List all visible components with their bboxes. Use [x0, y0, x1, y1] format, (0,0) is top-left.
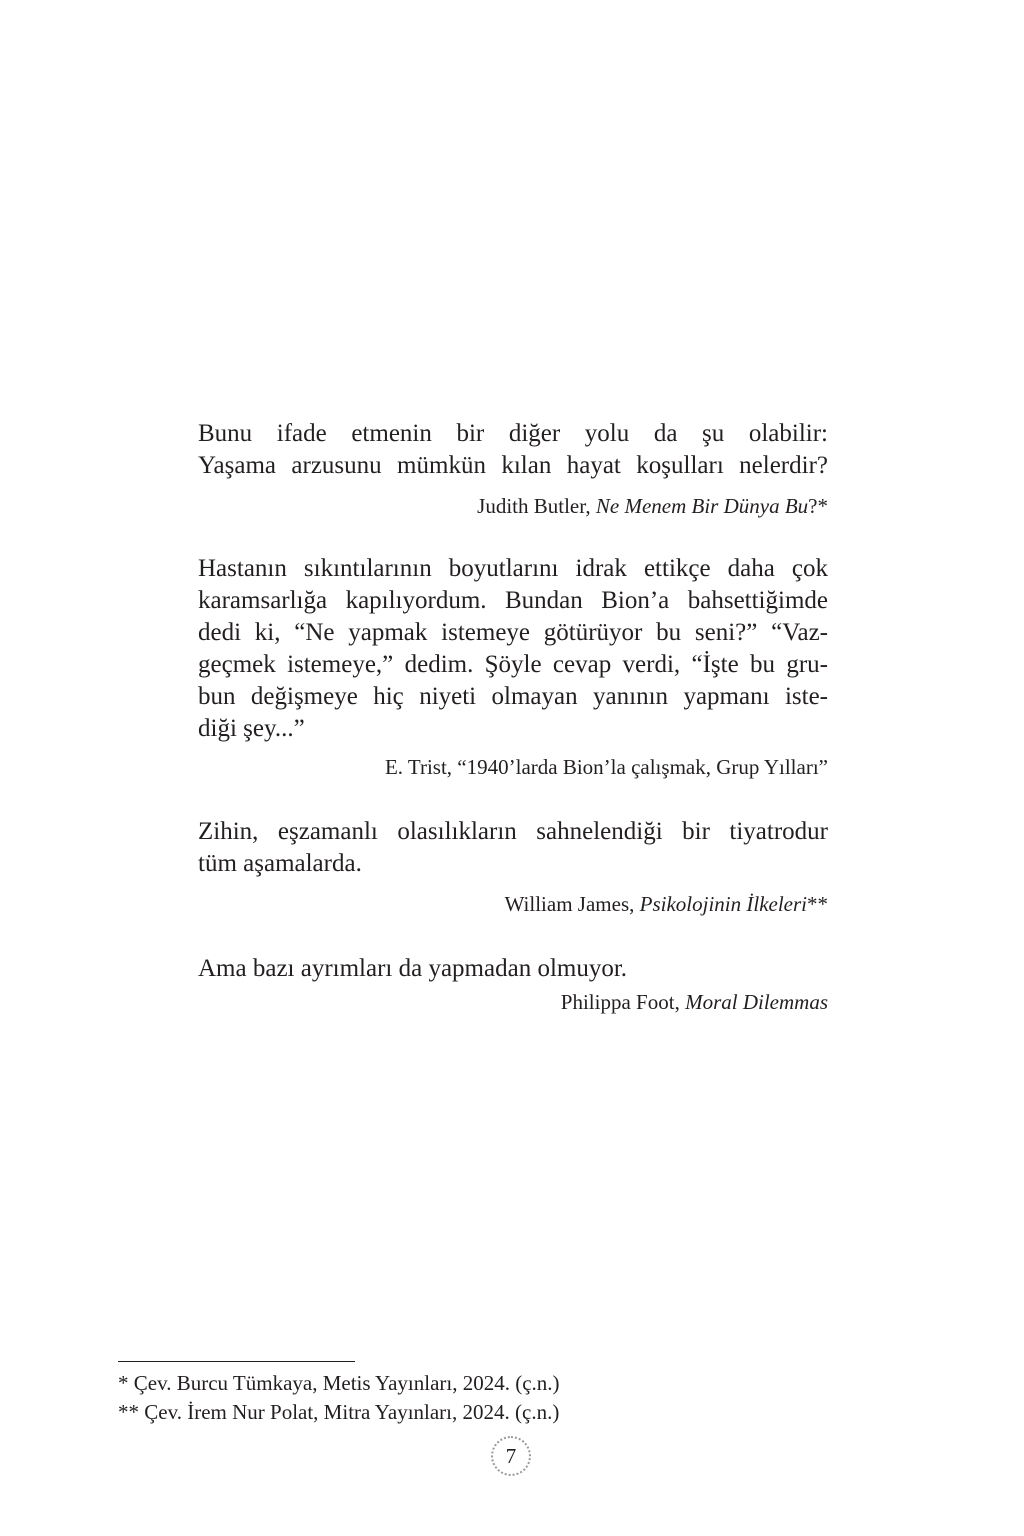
attribution: E. Trist, “1940’larda Bion’la çalışmak, Grup Yılları” [384, 755, 828, 779]
footnote-item: * Çev. Burcu Tümkaya, Metis Yayınları, 2024. (ç.n.) [118, 1371, 560, 1395]
page-number: 7 [491, 1436, 531, 1476]
footnotes [118, 1369, 560, 1427]
epigraph-foot [198, 953, 828, 1016]
quote-line: diği şey...” [198, 715, 305, 742]
attribution [198, 988, 828, 1016]
quote-line: bun değişmeye hiç niyeti olmayan yanının yapmanı iste- [198, 683, 828, 710]
quote-line: Zihin, eşzamanlı olasılıkların sahnelendiği bir tiyatrodur [198, 818, 828, 845]
attribution-work-title: Moral Dilemmas [685, 990, 828, 1014]
quote-line: dedi ki, “Ne yapmak istemeye götürüyor bu seni?” “Vaz- [198, 619, 828, 646]
attribution-author: Judith Butler, [477, 494, 596, 518]
quote-line: Yaşama arzusunu mümkün kılan hayat koşulları nelerdir? [198, 452, 828, 479]
footnote-item: ** Çev. İrem Nur Polat, Mitra Yayınları, 2024. (ç.n.) [118, 1400, 560, 1424]
quote-line: tüm aşamalarda. [198, 850, 362, 877]
epigraph-trist [198, 553, 828, 781]
attribution-author: William James, [504, 892, 640, 916]
quote-line: Bunu ifade etmenin bir diğer yolu da şu olabilir: [198, 420, 828, 447]
quote-line: Ama bazı ayrımları da yapmadan olmuyor. [198, 955, 628, 982]
quote-line: Hastanın sıkıntılarının boyutlarını idrak ettikçe daha çok [198, 555, 828, 582]
attribution-work-title: Ne Menem Bir Dünya Bu [595, 494, 809, 518]
epigraph-butler [198, 418, 828, 520]
quote-line: geçmek istemeye,” dedim. Şöyle cevap verdi, “İşte bu gru- [198, 651, 828, 678]
attribution [198, 492, 828, 520]
footnote-marker: ** [807, 892, 828, 916]
footnote-divider [118, 1361, 355, 1362]
quote-line: karamsarlığa kapılıyordum. Bundan Bion’a bahsettiğimde [198, 587, 828, 614]
attribution-author: Philippa Foot, [560, 990, 686, 1014]
epigraph-james [198, 816, 828, 918]
footnote-marker: ?* [808, 494, 828, 518]
attribution [198, 890, 828, 918]
attribution-work-title: Psikolojinin İlkeleri [639, 892, 807, 916]
